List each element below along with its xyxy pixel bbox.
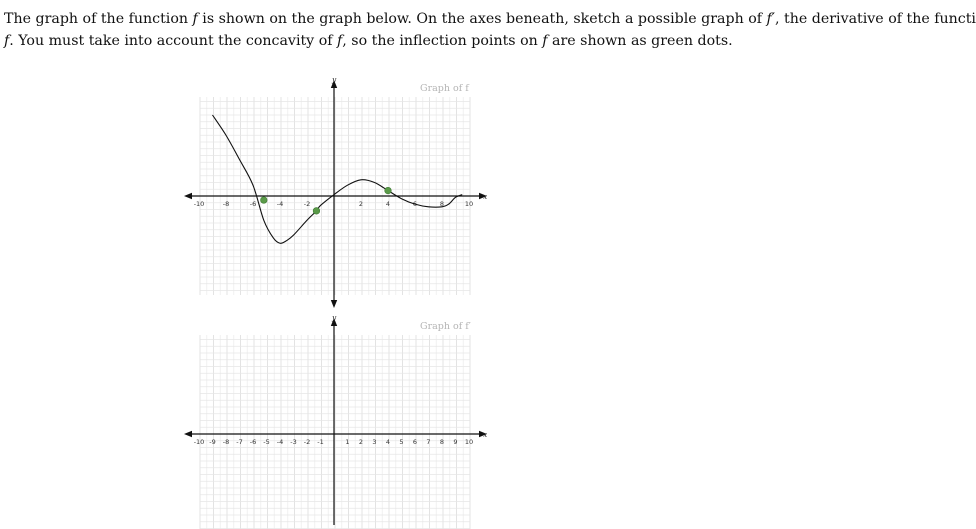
prompt-text: . You must take into account the concavity of (9, 33, 338, 49)
graph-title: Graph of f (420, 83, 469, 94)
y-axis-label: y (332, 75, 337, 84)
x-tick-label: -3 (290, 438, 297, 446)
x-tick-label: -4 (276, 200, 284, 208)
x-tick-label: -1 (317, 438, 324, 446)
x-tick-label: 6 (412, 438, 418, 446)
math-f: f (542, 33, 548, 49)
x-tick-label: -7 (236, 438, 243, 446)
prompt-text: is shown on the graph below. On the axes beneath, sketch a possible graph of (197, 11, 767, 27)
x-tick-label: 4 (385, 200, 391, 208)
x-tick-label: 8 (439, 200, 445, 208)
math-f: f (337, 33, 343, 49)
prompt-text: , so the inflection points on (342, 33, 543, 49)
x-tick-label: 2 (358, 438, 364, 446)
x-tick-label: 3 (372, 438, 377, 446)
x-tick-label: -5 (263, 438, 270, 446)
x-tick-label: 5 (399, 438, 404, 446)
x-tick-label: -10 (193, 200, 205, 208)
x-axis-label: x (483, 430, 488, 439)
grid (200, 335, 470, 529)
x-tick-label: 7 (426, 438, 431, 446)
x-tick-label: 10 (464, 438, 474, 446)
x-tick-label: 9 (453, 438, 458, 446)
x-tick-label: -6 (249, 438, 257, 446)
graph-title: Graph of f′ (420, 321, 471, 332)
x-tick-label: -4 (276, 438, 284, 446)
x-tick-label: 4 (385, 438, 391, 446)
prompt-text: , the derivative of the functi (775, 11, 976, 27)
x-tick-label: 1 (345, 438, 350, 446)
axes (184, 318, 487, 525)
x-tick-label: 2 (358, 200, 364, 208)
x-axis-arrow-left (184, 431, 192, 437)
x-axis-arrow-left (184, 193, 192, 199)
x-tick-label: -2 (303, 200, 311, 208)
y-axis-arrow-down (331, 300, 337, 308)
x-tick-label: 6 (412, 200, 418, 208)
graph-of-f (184, 75, 488, 308)
x-tick-label: -8 (222, 438, 230, 446)
inflection-point (385, 187, 392, 194)
inflection-point (261, 197, 268, 204)
prompt-text: The graph of the function (4, 11, 193, 27)
prompt-text: are shown as green dots. (547, 33, 733, 49)
x-tick-label: -6 (249, 200, 257, 208)
x-tick-label: -2 (303, 438, 311, 446)
graph-of-f-prime[interactable] (184, 313, 488, 529)
math-f-prime: f′ (766, 11, 776, 27)
math-f: f (4, 33, 10, 49)
x-tick-label: 8 (439, 438, 445, 446)
x-tick-label: -10 (193, 438, 205, 446)
inflection-point (313, 208, 320, 215)
f-curve (213, 115, 463, 243)
x-tick-label: 10 (464, 200, 474, 208)
x-tick-label: -9 (209, 438, 216, 446)
x-tick-label: -8 (222, 200, 230, 208)
y-axis-label: y (332, 313, 337, 322)
x-axis-label: x (483, 192, 488, 201)
math-f: f (192, 11, 198, 27)
